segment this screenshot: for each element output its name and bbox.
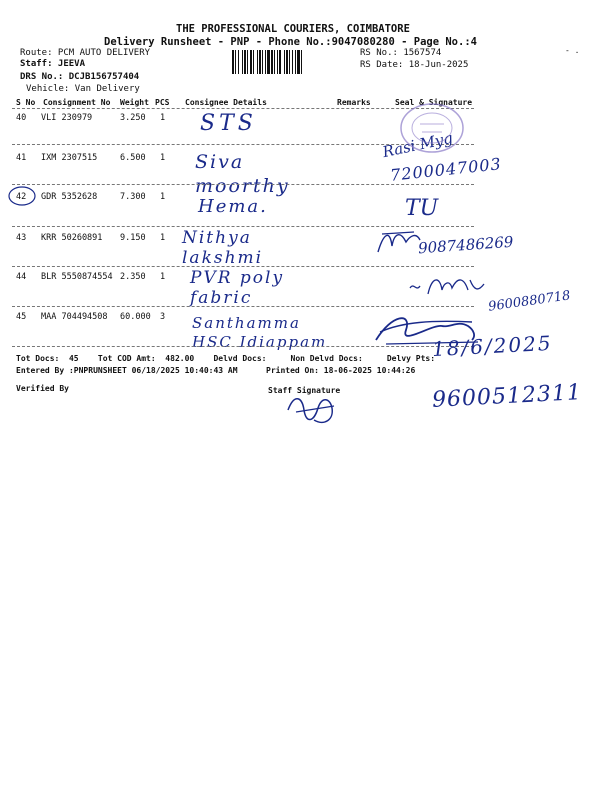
col-header-pcs: PCS <box>155 98 170 107</box>
row-phone-handwritten: 7200047003 <box>389 154 503 185</box>
row-sno: 43 <box>16 233 27 243</box>
row-divider <box>12 346 474 347</box>
row-consignee-handwritten: PVR poly fabric <box>190 268 285 308</box>
row-signature-scribble <box>376 226 422 256</box>
col-header-sno: S No <box>16 98 36 107</box>
vehicle-label: Vehicle: Van Delivery <box>26 84 140 94</box>
row-sno: 44 <box>16 272 27 282</box>
route-label: Route: PCM AUTO DELIVERY <box>20 48 151 58</box>
entered-by: Entered By :PNPRUNSHEET 06/18/2025 10:40:43 AM <box>16 366 238 375</box>
row-consignment: VLI 230979 <box>41 113 93 123</box>
row-weight: 3.250 <box>120 113 146 123</box>
row-divider <box>12 306 474 307</box>
row-signature-scribble <box>408 272 486 298</box>
row-consignee-handwritten: Hema. <box>198 196 268 217</box>
printed-on: Printed On: 18-06-2025 10:44:26 <box>266 366 416 375</box>
verified-by-label: Verified By <box>16 384 69 393</box>
row-sno: 42 <box>16 192 27 202</box>
row-sno: 45 <box>16 312 27 322</box>
row-weight: 6.500 <box>120 153 146 163</box>
handwritten-phone: 9600512311 <box>431 380 583 413</box>
row-pcs: 1 <box>160 113 166 123</box>
rs-date: RS Date: 18-Jun-2025 <box>360 60 469 70</box>
row-weight: 7.300 <box>120 192 146 202</box>
row-consignee-handwritten: Nithya lakshmi <box>182 228 264 268</box>
row-phone-handwritten: 9087486269 <box>417 232 514 258</box>
col-header-consignment: Consignment No <box>43 98 111 107</box>
row-consignment: KRR 50260891 <box>41 233 103 243</box>
col-header-consignee: Consignee Details <box>185 98 267 107</box>
row-pcs: 1 <box>160 233 166 243</box>
row-pcs: 1 <box>160 272 166 282</box>
row-signature-handwritten: TU <box>405 196 439 221</box>
handwritten-delivery-date: 18/6/2025 <box>431 330 554 362</box>
row-consignment: GDR 5352628 <box>41 192 98 202</box>
company-title: THE PROFESSIONAL COURIERS, COIMBATORE <box>176 23 410 35</box>
rs-number: RS No.: 1567574 <box>360 48 442 58</box>
row-pcs: 3 <box>160 312 166 322</box>
staff-label: Staff: JEEVA <box>20 59 86 69</box>
row-consignee-handwritten: STS <box>200 111 257 136</box>
totals-line: Tot Docs: 45 Tot COD Amt: 482.00 Delvd Docs: Non Delvd Docs: Delvy Pts: <box>16 354 436 363</box>
seal-stamp <box>398 100 470 156</box>
row-consignee-handwritten: Santhamma HSC Idiappam <box>192 314 328 351</box>
row-divider <box>12 184 474 185</box>
row-signature-handwritten: Rasi Myg <box>380 128 455 162</box>
col-header-remarks: Remarks <box>337 98 371 107</box>
row-consignment: BLR 5550874554 <box>41 272 113 282</box>
row-weight: 9.150 <box>120 233 146 243</box>
row-consignment: IXM 2307515 <box>41 153 98 163</box>
runsheet-subtitle: Delivery Runsheet - PNP - Phone No.:9047080280 - Page No.:4 <box>104 36 477 48</box>
col-header-seal: Seal & Signature <box>395 98 473 107</box>
row-phone-handwritten: 9600880718 <box>487 288 572 315</box>
row-sno: 41 <box>16 153 27 163</box>
drs-label: DRS No.: DCJB156757404 <box>20 72 140 82</box>
barcode <box>232 50 354 74</box>
row-consignee-handwritten: Siva moorthy <box>195 151 290 197</box>
row-pcs: 1 <box>160 153 166 163</box>
row-pcs: 1 <box>160 192 166 202</box>
row-sno: 40 <box>16 113 27 123</box>
col-header-weight: Weight <box>120 98 149 107</box>
row-weight: 2.350 <box>120 272 146 282</box>
staff-signature-label: Staff Signature <box>268 386 341 395</box>
staff-signature-scribble <box>284 392 340 428</box>
row-weight: 60.000 <box>120 312 151 322</box>
row-divider <box>12 266 474 267</box>
row-consignment: MAA 704494508 <box>41 312 108 322</box>
corner-mark: - . <box>565 46 580 55</box>
